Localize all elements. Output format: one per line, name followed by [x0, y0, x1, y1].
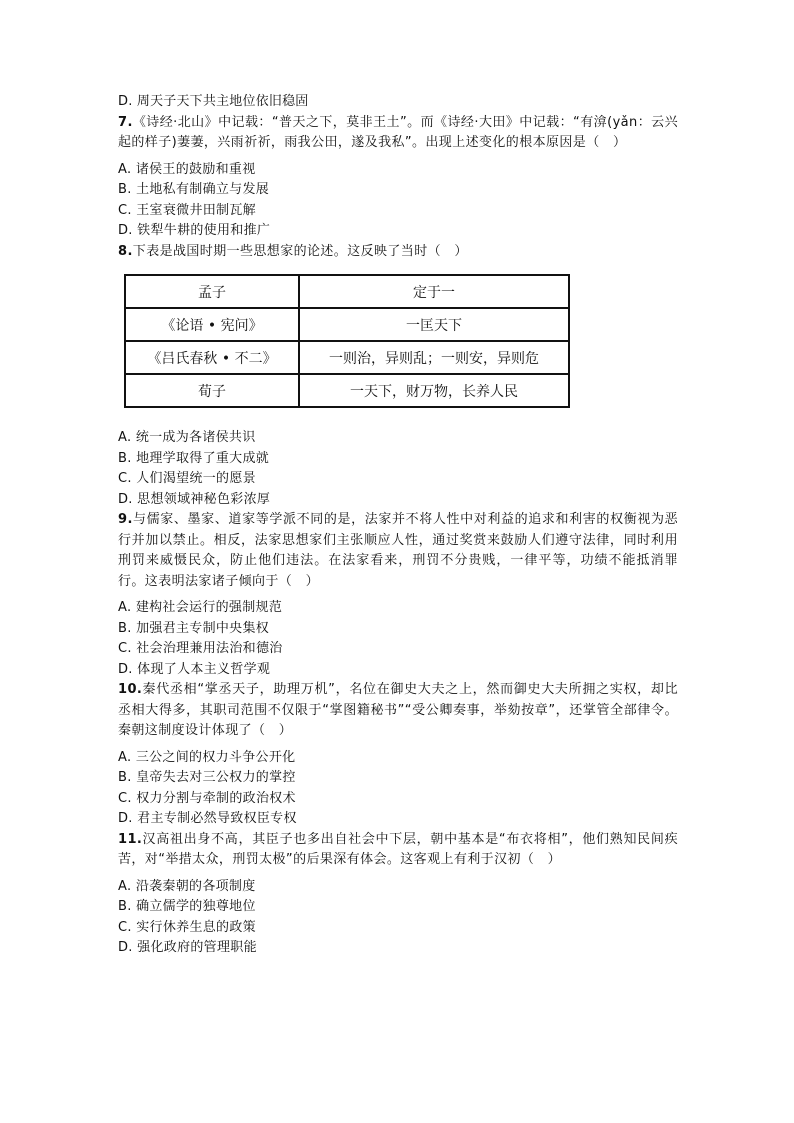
q9-option-d[interactable]: D. 体现了人本主义哲学观: [118, 661, 271, 677]
question-10: [118, 680, 678, 742]
table-cell-source: 《吕氏春秋 • 不二》: [125, 341, 299, 374]
question-11-number: 11.: [118, 831, 143, 847]
question-11: [118, 830, 678, 871]
question-7-number: 7.: [118, 114, 133, 130]
table-cell-quote: 一天下，财万物，长养人民: [299, 374, 569, 407]
question-10-number: 10.: [118, 682, 143, 697]
q11-option-c[interactable]: C. 实行休养生息的政策: [118, 919, 256, 935]
question-11-options: [118, 877, 678, 959]
q7-option-d[interactable]: D. 铁犁牛耕的使用和推广: [118, 223, 271, 238]
q10-option-b[interactable]: B. 皇帝失去对三公权力的掌控: [118, 770, 296, 785]
table-cell-quote: 定于一: [299, 275, 569, 308]
q10-option-c[interactable]: C. 权力分割与牵制的政治权术: [118, 790, 296, 806]
thinkers-table: [124, 274, 570, 408]
q10-option-d[interactable]: D. 君主专制必然导致权臣专权: [118, 811, 297, 826]
question-10-options: [118, 748, 678, 830]
question-11-stem: 汉高祖出身不高，其臣子也多出自社会中下层，朝中基本是“布衣将相”，他们熟知民间疾苦，对“举措太众，刑罚太极”的后果深有体会。这客观上有利于汉初（ ）: [118, 831, 678, 867]
question-7: [118, 113, 678, 154]
table-cell-quote: 一则治，异则乱；一则安，异则危: [299, 341, 569, 374]
q9-option-a[interactable]: A. 建构社会运行的强制规范: [118, 600, 283, 615]
table-cell-quote: 一匡天下: [299, 308, 569, 341]
question-9-stem: 与儒家、墨家、道家等学派不同的是，法家并不将人性中对利益的追求和利害的权衡视为恶行并加以禁止。相反，法家思想家们主张顺应人性，通过奖赏来鼓励人们遵守法律，同时利用刑罚来威慑民众，防止他们违法。在法家看来，刑罚不分贵贱，一律平等，功绩不能抵消罪行。这表明法家诸子倾向于（ ）: [118, 512, 678, 589]
q9-option-b[interactable]: B. 加强君主专制中央集权: [118, 620, 270, 636]
question-9: [118, 510, 678, 592]
q7-option-a[interactable]: A. 诸侯王的鼓励和重视: [118, 161, 256, 177]
q7-option-c[interactable]: C. 王室衰微井田制瓦解: [118, 202, 256, 218]
question-9-number: 9.: [118, 512, 133, 527]
q6-option-d: D. 周天子天下共主地位依旧稳固: [118, 94, 309, 109]
table-row: [125, 374, 569, 407]
q8-option-b[interactable]: B. 地理学取得了重大成就: [118, 450, 270, 466]
question-7-options: [118, 160, 678, 242]
q8-option-a[interactable]: A. 统一成为各诸侯共识: [118, 430, 256, 445]
table-row: [125, 308, 569, 341]
q8-option-c[interactable]: C. 人们渴望统一的愿景: [118, 471, 256, 486]
question-10-stem: 秦代丞相“掌丞天子，助理万机”，名位在御史大夫之上，然而御史大夫所拥之实权，却比丞相大得多，其职司范围不仅限于“掌图籍秘书”“受公卿奏事，举劾按章”，还掌管全部律令。秦朝这制度设计体现了（ ）: [118, 682, 678, 738]
table-cell-source: 孟子: [125, 275, 299, 308]
table-row: [125, 275, 569, 308]
question-8: [118, 242, 678, 263]
q11-option-b[interactable]: B. 确立儒学的独尊地位: [118, 899, 256, 914]
question-7-stem: 《诗经·北山》中记载：“普天之下，莫非王土”。而《诗经·大田》中记载：“有渰(yǎn：云兴起的样子)萋萋，兴雨祈祈，雨我公田，遂及我私”。出现上述变化的根本原因是（ ）: [118, 114, 678, 150]
q8-option-d[interactable]: D. 思想领域神秘色彩浓厚: [118, 491, 271, 507]
q7-option-b[interactable]: B. 土地私有制确立与发展: [118, 182, 270, 197]
question-8-number: 8.: [118, 243, 133, 259]
table-cell-source: 荀子: [125, 374, 299, 407]
exam-page: [118, 92, 678, 959]
q10-option-a[interactable]: A. 三公之间的权力斗争公开化: [118, 749, 296, 765]
question-9-options: [118, 598, 678, 680]
table-cell-source: 《论语 • 宪问》: [125, 308, 299, 341]
q11-option-d[interactable]: D. 强化政府的管理职能: [118, 940, 257, 955]
q9-option-c[interactable]: C. 社会治理兼用法治和德治: [118, 641, 283, 656]
question-8-options: [118, 428, 678, 510]
question-8-stem: 下表是战国时期一些思想家的论述。这反映了当时（ ）: [132, 243, 468, 259]
q11-option-a[interactable]: A. 沿袭秦朝的各项制度: [118, 878, 256, 894]
table-row: [125, 341, 569, 374]
